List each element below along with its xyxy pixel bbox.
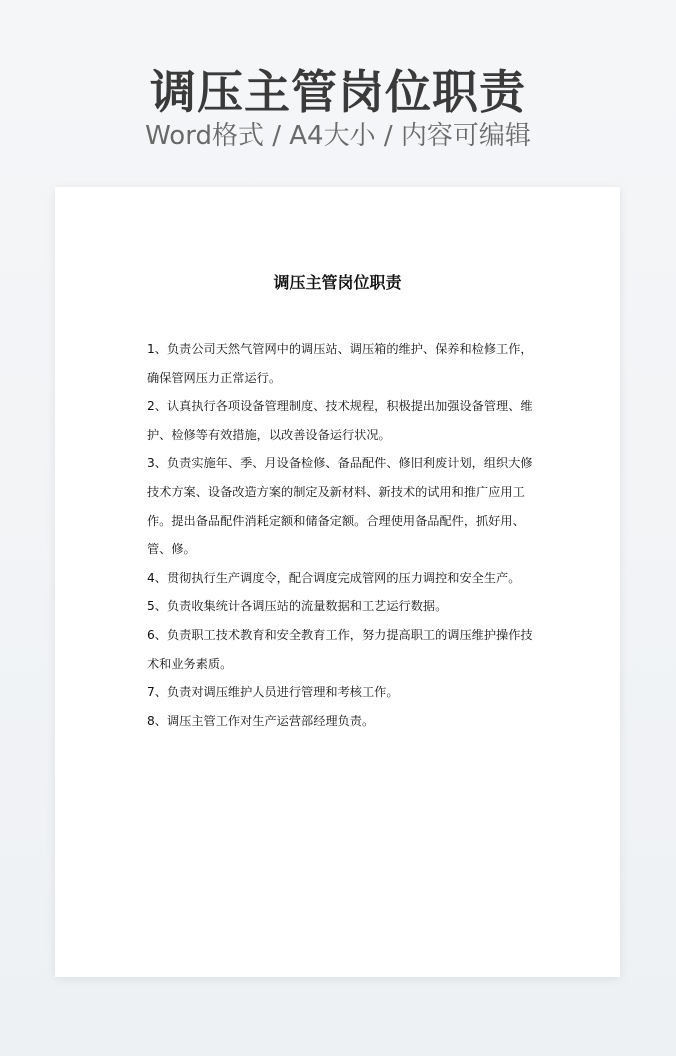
banner-title: 调压主管岗位职责	[150, 65, 526, 119]
duty-item-6: 6、负责职工技术教育和安全教育工作，努力提高职工的调压维护操作技术和业务素质。	[147, 627, 533, 671]
document-page	[55, 187, 620, 977]
duty-item-8: 8、调压主管工作对生产运营部经理负责。	[147, 713, 375, 728]
document-body	[147, 335, 537, 735]
duty-item-2: 2、认真执行各项设备管理制度、技术规程，积极提出加强设备管理、维护、检修等有效措施，以改善设备运行状况。	[147, 399, 533, 442]
duty-item-5: 5、负责收集统计各调压站的流量数据和工艺运行数据。	[147, 599, 448, 614]
duty-item-1: 1、负责公司天然气管网中的调压站、调压箱的维护、保养和检修工作，确保管网压力正常运行。	[147, 342, 533, 385]
duty-item-7: 7、负责对调压维护人员进行管理和考核工作。	[147, 685, 399, 700]
banner-subtitle: Word格式 / A4大小 / 内容可编辑	[145, 121, 531, 151]
document-title: 调压主管岗位职责	[273, 273, 402, 292]
duty-item-4: 4、贯彻执行生产调度令，配合调度完成管网的压力调控和安全生产。	[147, 570, 521, 585]
duty-item-3: 3、负责实施年、季、月设备检修、备品配件、修旧利废计划，组织大修技术方案、设备改造方案的制定及新材料、新技术的试用和推广应用工作。提出备品配件消耗定额和储备定额。合理使用备品配件，抓好用、管、修。	[147, 456, 533, 557]
